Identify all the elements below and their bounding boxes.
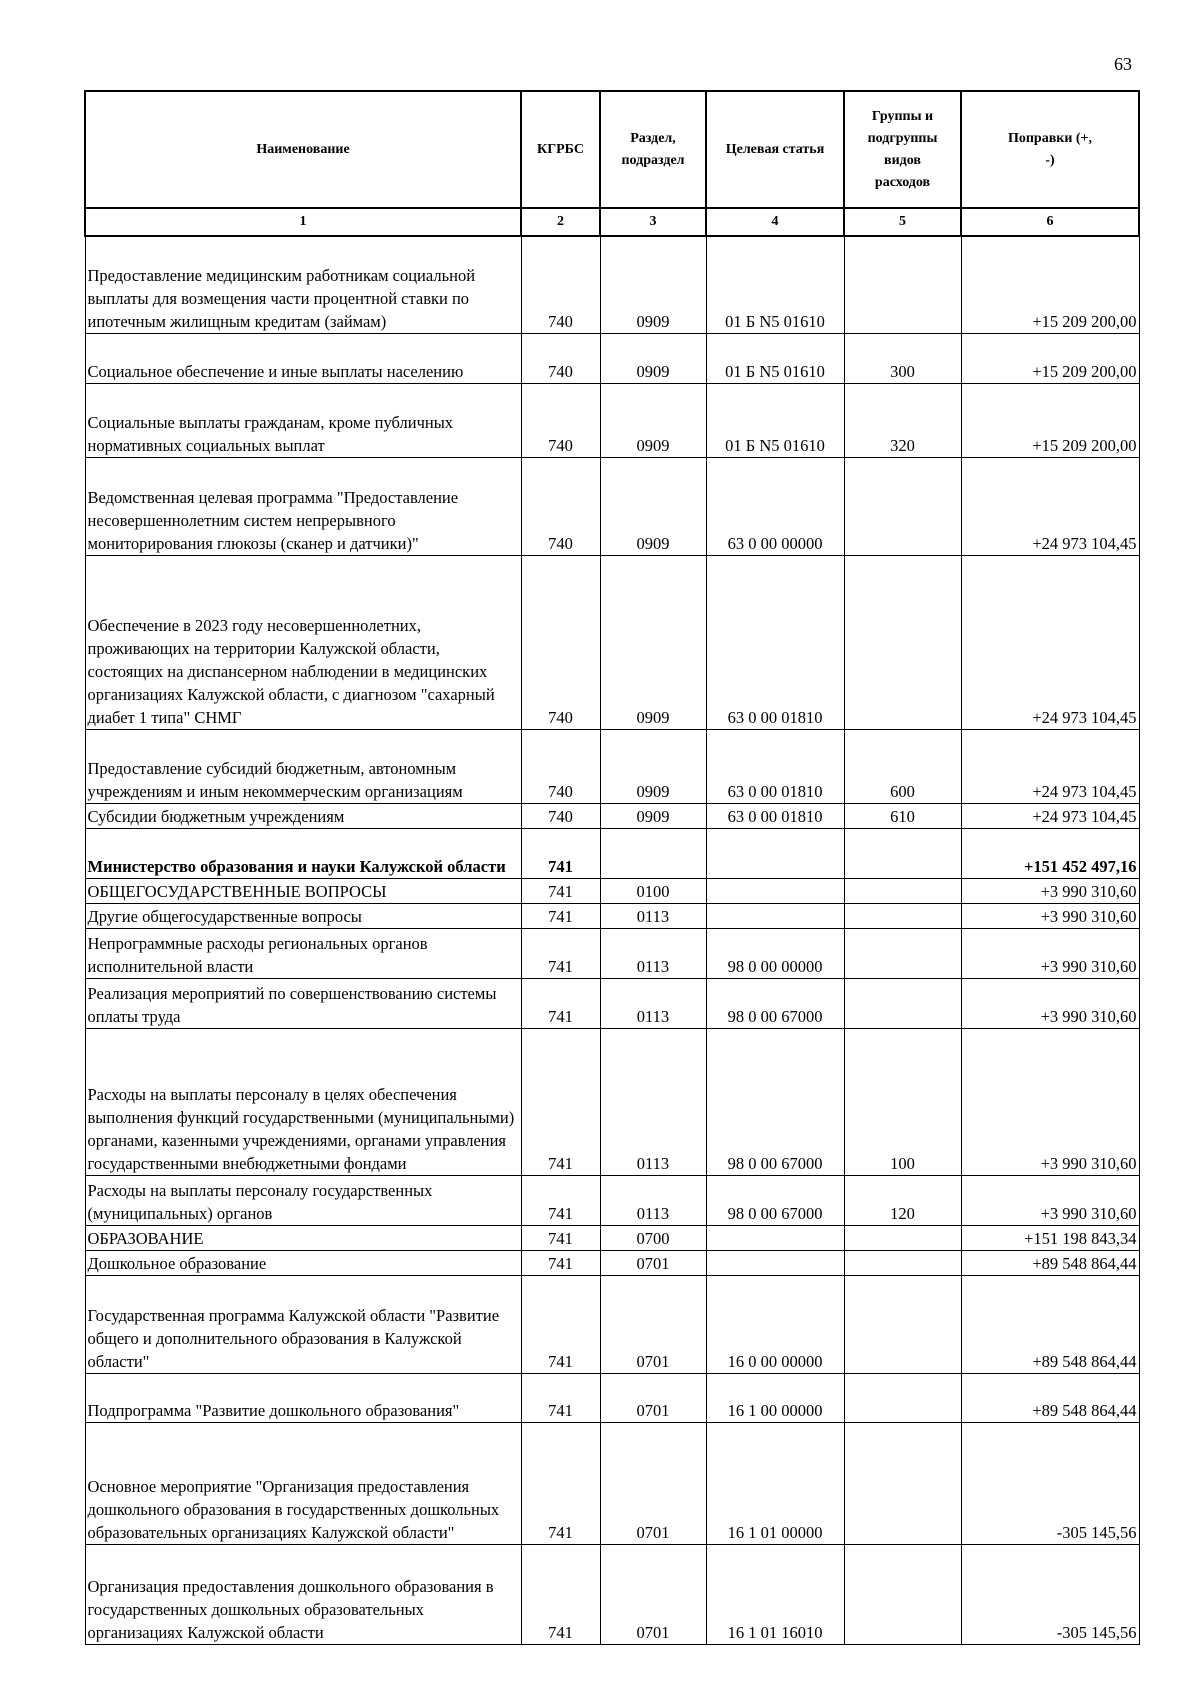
row-name: ОБЩЕГОСУДАРСТВЕННЫЕ ВОПРОСЫ <box>85 878 521 903</box>
table-row <box>85 803 1139 828</box>
table-row <box>85 729 1139 803</box>
row-amount: -305 145,56 <box>961 1422 1139 1544</box>
row-target: 63 0 00 01810 <box>706 803 844 828</box>
row-kgrbs: 740 <box>521 333 600 383</box>
table-row <box>85 1275 1139 1373</box>
row-kgrbs: 740 <box>521 383 600 457</box>
row-kgrbs: 741 <box>521 878 600 903</box>
row-group <box>844 903 961 928</box>
row-target: 98 0 00 67000 <box>706 1175 844 1225</box>
row-group <box>844 457 961 555</box>
row-name: Расходы на выплаты персоналу в целях обеспечения выполнения функций государственными (муниципальными) органами, казенными учреждениями, органами управления государственными внебюджетными фондами <box>85 1028 521 1175</box>
table-row <box>85 1373 1139 1422</box>
row-kgrbs: 741 <box>521 1175 600 1225</box>
row-section: 0701 <box>600 1422 706 1544</box>
column-number: 6 <box>961 208 1139 236</box>
row-amount: +3 990 310,60 <box>961 903 1139 928</box>
table-row <box>85 457 1139 555</box>
column-number-row <box>85 208 1139 236</box>
row-kgrbs: 740 <box>521 803 600 828</box>
row-amount: +3 990 310,60 <box>961 978 1139 1028</box>
row-kgrbs: 741 <box>521 1422 600 1544</box>
row-amount: -305 145,56 <box>961 1544 1139 1644</box>
row-section: 0113 <box>600 903 706 928</box>
row-group: 600 <box>844 729 961 803</box>
row-target: 16 1 00 00000 <box>706 1373 844 1422</box>
row-group <box>844 1275 961 1373</box>
row-name: Реализация мероприятий по совершенствованию системы оплаты труда <box>85 978 521 1028</box>
row-section: 0909 <box>600 729 706 803</box>
row-target: 98 0 00 00000 <box>706 928 844 978</box>
table-row <box>85 1225 1139 1250</box>
row-group: 320 <box>844 383 961 457</box>
row-name: Министерство образования и науки Калужской области <box>85 828 521 878</box>
row-target: 01 Б N5 01610 <box>706 236 844 333</box>
row-target <box>706 1225 844 1250</box>
row-amount: +3 990 310,60 <box>961 878 1139 903</box>
row-kgrbs: 741 <box>521 1225 600 1250</box>
row-amount: +15 209 200,00 <box>961 236 1139 333</box>
row-section: 0113 <box>600 1175 706 1225</box>
row-amount: +3 990 310,60 <box>961 1175 1139 1225</box>
header-row <box>85 91 1139 208</box>
header-section: Раздел, подраздел <box>600 91 706 208</box>
row-name: Дошкольное образование <box>85 1250 521 1275</box>
table-row <box>85 236 1139 333</box>
page-number: 63 <box>1114 54 1132 74</box>
row-group: 100 <box>844 1028 961 1175</box>
row-amount: +151 452 497,16 <box>961 828 1139 878</box>
row-kgrbs: 740 <box>521 555 600 729</box>
row-section: 0113 <box>600 978 706 1028</box>
row-amount: +15 209 200,00 <box>961 333 1139 383</box>
row-group: 120 <box>844 1175 961 1225</box>
row-group <box>844 1250 961 1275</box>
row-group <box>844 1225 961 1250</box>
row-kgrbs: 740 <box>521 457 600 555</box>
row-kgrbs: 741 <box>521 1250 600 1275</box>
header-amount: Поправки (+, -) <box>961 91 1139 208</box>
row-kgrbs: 740 <box>521 729 600 803</box>
table-row <box>85 978 1139 1028</box>
row-target: 98 0 00 67000 <box>706 1028 844 1175</box>
row-group <box>844 978 961 1028</box>
row-name: Субсидии бюджетным учреждениям <box>85 803 521 828</box>
table-row <box>85 1422 1139 1544</box>
row-section: 0909 <box>600 333 706 383</box>
header-name: Наименование <box>85 91 521 208</box>
row-kgrbs: 741 <box>521 978 600 1028</box>
row-group <box>844 878 961 903</box>
row-target <box>706 828 844 878</box>
row-amount: +24 973 104,45 <box>961 803 1139 828</box>
row-group: 610 <box>844 803 961 828</box>
row-target: 63 0 00 01810 <box>706 729 844 803</box>
row-section: 0113 <box>600 928 706 978</box>
row-section: 0909 <box>600 236 706 333</box>
row-name: Предоставление медицинским работникам социальной выплаты для возмещения части процентной ставки по ипотечным жилищным кредитам (займам) <box>85 236 521 333</box>
row-group <box>844 1544 961 1644</box>
row-target: 01 Б N5 01610 <box>706 383 844 457</box>
row-kgrbs: 741 <box>521 903 600 928</box>
row-target: 16 0 00 00000 <box>706 1275 844 1373</box>
row-section: 0701 <box>600 1544 706 1644</box>
column-number: 3 <box>600 208 706 236</box>
row-kgrbs: 741 <box>521 1544 600 1644</box>
row-amount: +89 548 864,44 <box>961 1275 1139 1373</box>
row-section: 0113 <box>600 1028 706 1175</box>
row-name: Расходы на выплаты персоналу государственных (муниципальных) органов <box>85 1175 521 1225</box>
row-group <box>844 928 961 978</box>
row-section: 0701 <box>600 1250 706 1275</box>
row-target: 63 0 00 00000 <box>706 457 844 555</box>
row-target: 16 1 01 00000 <box>706 1422 844 1544</box>
row-kgrbs: 740 <box>521 236 600 333</box>
table-row <box>85 928 1139 978</box>
row-section: 0909 <box>600 803 706 828</box>
row-kgrbs: 741 <box>521 1275 600 1373</box>
table-row <box>85 1028 1139 1175</box>
row-amount: +89 548 864,44 <box>961 1373 1139 1422</box>
row-name: Основное мероприятие "Организация предоставления дошкольного образования в государственных дошкольных образовательных организациях Калужской области" <box>85 1422 521 1544</box>
row-amount: +89 548 864,44 <box>961 1250 1139 1275</box>
row-section: 0909 <box>600 383 706 457</box>
row-amount: +15 209 200,00 <box>961 383 1139 457</box>
row-group <box>844 1373 961 1422</box>
header-group: Группы и подгруппы видов расходов <box>844 91 961 208</box>
budget-amendments-table <box>84 90 1140 1645</box>
table-row <box>85 333 1139 383</box>
row-target <box>706 1250 844 1275</box>
column-number: 1 <box>85 208 521 236</box>
row-amount: +24 973 104,45 <box>961 457 1139 555</box>
row-section: 0701 <box>600 1275 706 1373</box>
row-amount: +3 990 310,60 <box>961 928 1139 978</box>
row-target: 63 0 00 01810 <box>706 555 844 729</box>
table-row <box>85 1544 1139 1644</box>
row-section <box>600 828 706 878</box>
row-amount: +151 198 843,34 <box>961 1225 1139 1250</box>
row-name: Государственная программа Калужской области "Развитие общего и дополнительного образования в Калужской области" <box>85 1275 521 1373</box>
row-kgrbs: 741 <box>521 1373 600 1422</box>
row-target <box>706 903 844 928</box>
column-number: 5 <box>844 208 961 236</box>
row-section: 0701 <box>600 1373 706 1422</box>
row-name: ОБРАЗОВАНИЕ <box>85 1225 521 1250</box>
table-row <box>85 1250 1139 1275</box>
row-amount: +3 990 310,60 <box>961 1028 1139 1175</box>
table-row <box>85 383 1139 457</box>
row-target: 01 Б N5 01610 <box>706 333 844 383</box>
row-name: Социальное обеспечение и иные выплаты населению <box>85 333 521 383</box>
column-number: 2 <box>521 208 600 236</box>
row-group <box>844 1422 961 1544</box>
row-section: 0909 <box>600 555 706 729</box>
table-row <box>85 555 1139 729</box>
header-kgrbs: КГРБС <box>521 91 600 208</box>
row-kgrbs: 741 <box>521 928 600 978</box>
row-group <box>844 828 961 878</box>
row-section: 0700 <box>600 1225 706 1250</box>
row-kgrbs: 741 <box>521 828 600 878</box>
row-amount: +24 973 104,45 <box>961 555 1139 729</box>
row-section: 0909 <box>600 457 706 555</box>
row-group <box>844 555 961 729</box>
row-target: 98 0 00 67000 <box>706 978 844 1028</box>
row-kgrbs: 741 <box>521 1028 600 1175</box>
row-name: Непрограммные расходы региональных органов исполнительной власти <box>85 928 521 978</box>
table-row <box>85 903 1139 928</box>
row-section: 0100 <box>600 878 706 903</box>
table-row <box>85 1175 1139 1225</box>
row-amount: +24 973 104,45 <box>961 729 1139 803</box>
row-name: Подпрограмма "Развитие дошкольного образования" <box>85 1373 521 1422</box>
row-name: Предоставление субсидий бюджетным, автономным учреждениям и иным некоммерческим организациям <box>85 729 521 803</box>
row-name: Обеспечение в 2023 году несовершеннолетних, проживающих на территории Калужской области, состоящих на диспансерном наблюдении в медицинских организациях Калужской области, с диагнозом "сахарный диабет 1 типа" СНМГ <box>85 555 521 729</box>
row-group <box>844 236 961 333</box>
row-target <box>706 878 844 903</box>
column-number: 4 <box>706 208 844 236</box>
row-target: 16 1 01 16010 <box>706 1544 844 1644</box>
row-name: Социальные выплаты гражданам, кроме публичных нормативных социальных выплат <box>85 383 521 457</box>
header-target: Целевая статья <box>706 91 844 208</box>
row-name: Другие общегосударственные вопросы <box>85 903 521 928</box>
row-group: 300 <box>844 333 961 383</box>
table-row <box>85 878 1139 903</box>
row-name: Организация предоставления дошкольного образования в государственных дошкольных образовательных организациях Калужской области <box>85 1544 521 1644</box>
row-name: Ведомственная целевая программа "Предоставление несовершеннолетним систем непрерывного мониторирования глюкозы (сканер и датчики)" <box>85 457 521 555</box>
table-row <box>85 828 1139 878</box>
